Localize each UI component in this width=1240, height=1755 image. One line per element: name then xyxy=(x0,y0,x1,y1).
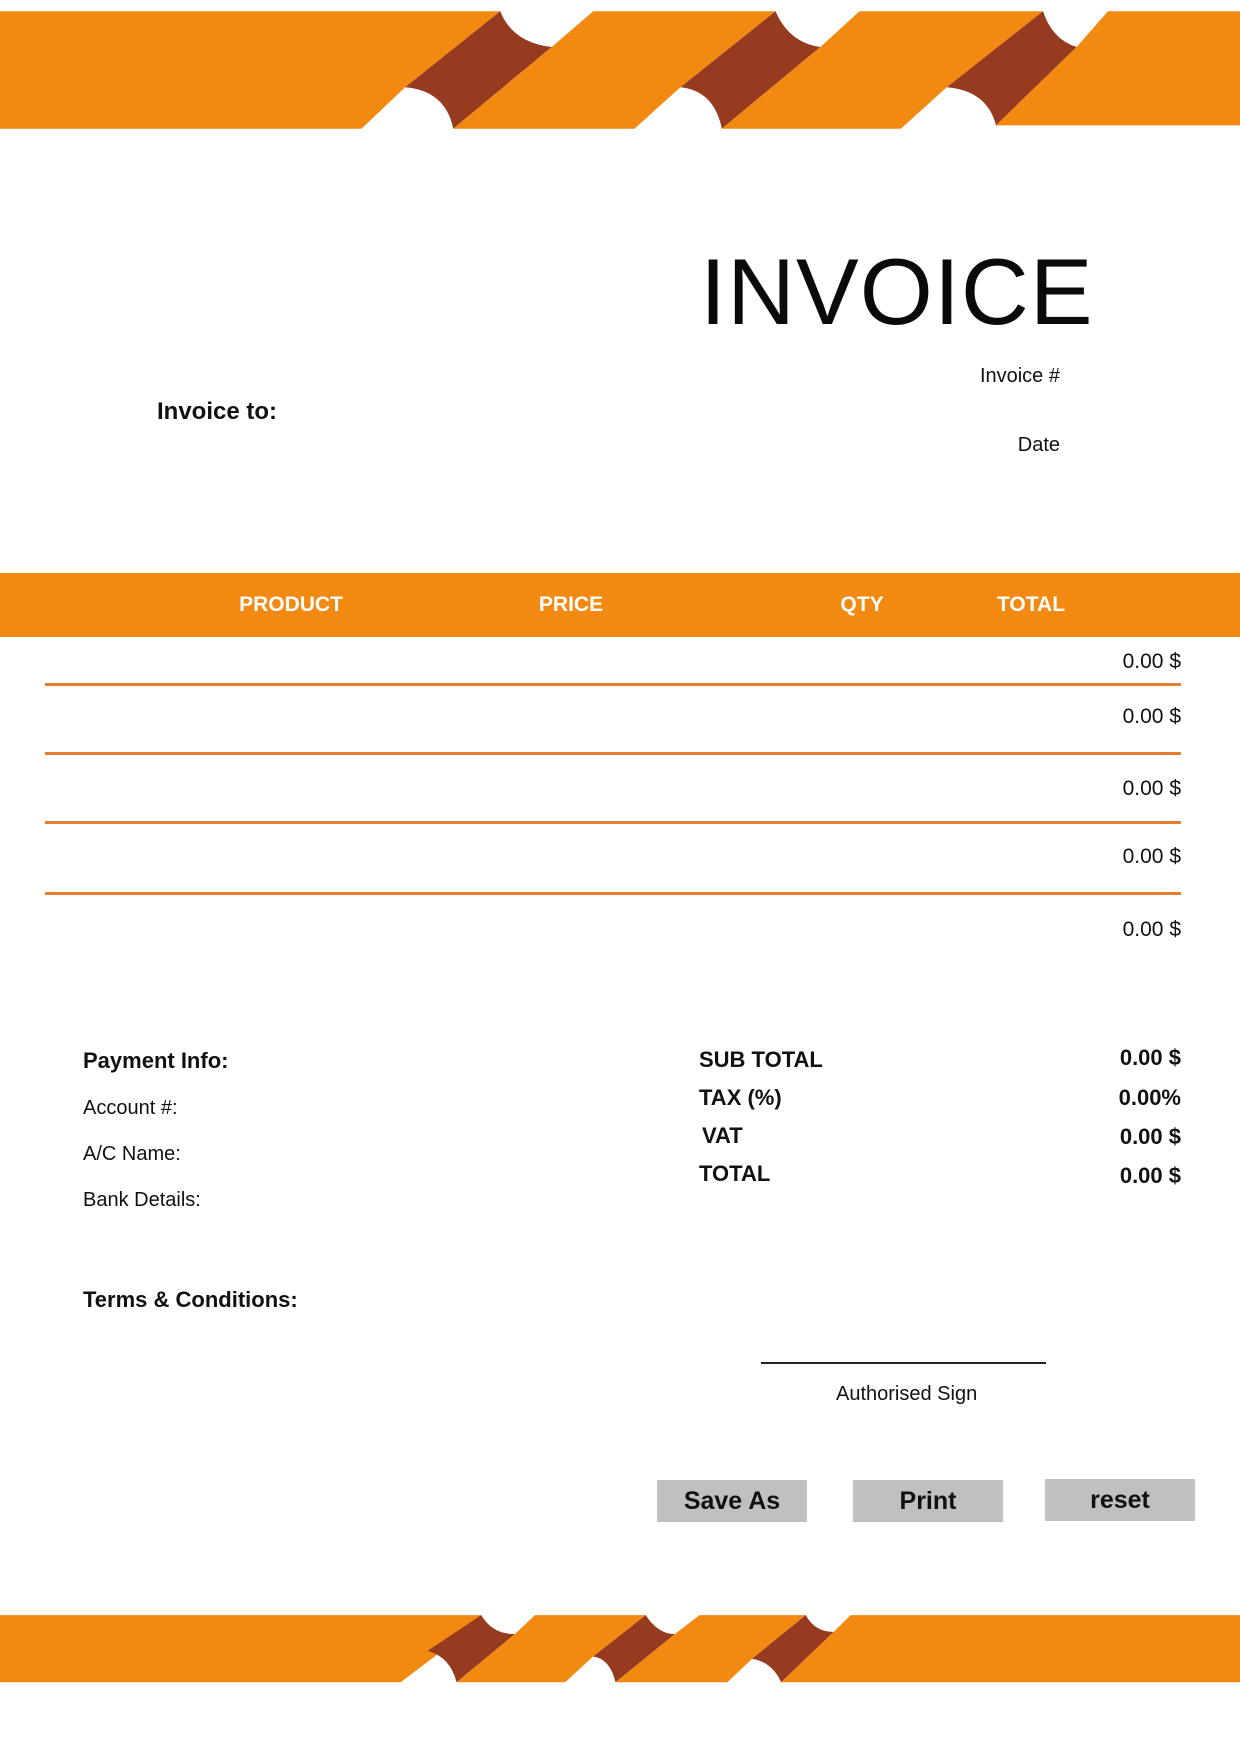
top-ribbon-decoration xyxy=(0,0,1240,250)
vat-label: VAT xyxy=(702,1123,743,1148)
total-label: TOTAL xyxy=(699,1161,771,1186)
column-total: TOTAL xyxy=(996,593,1066,616)
signature-line xyxy=(761,1362,1046,1364)
tax-label: TAX (%) xyxy=(699,1085,782,1110)
reset-button[interactable]: reset xyxy=(1045,1479,1195,1521)
row-total[interactable]: 0.00 $ xyxy=(1122,705,1181,728)
column-price: PRICE xyxy=(538,593,604,616)
signature-label: Authorised Sign xyxy=(836,1383,978,1405)
save-as-button[interactable]: Save As xyxy=(657,1480,807,1522)
tax-value[interactable]: 0.00% xyxy=(1118,1085,1181,1110)
bottom-ribbon-decoration xyxy=(0,1605,1240,1695)
date-label: Date xyxy=(1017,434,1060,456)
column-product: PRODUCT xyxy=(239,593,343,616)
row-total[interactable]: 0.00 $ xyxy=(1122,777,1181,800)
vat-value: 0.00 $ xyxy=(1119,1124,1181,1149)
row-divider xyxy=(45,683,1181,686)
column-qty: QTY xyxy=(840,593,884,616)
row-total[interactable]: 0.00 $ xyxy=(1122,918,1181,941)
account-name-label: A/C Name: xyxy=(83,1143,181,1165)
invoice-to-label: Invoice to: xyxy=(157,398,278,425)
bank-details-label: Bank Details: xyxy=(83,1189,201,1211)
total-value: 0.00 $ xyxy=(1119,1163,1181,1188)
invoice-number-label: Invoice # xyxy=(979,365,1060,387)
row-divider xyxy=(45,821,1181,824)
subtotal-value: 0.00 $ xyxy=(1119,1045,1181,1070)
row-divider xyxy=(45,752,1181,755)
terms-title: Terms & Conditions: xyxy=(83,1287,298,1312)
print-button[interactable]: Print xyxy=(853,1480,1003,1522)
row-divider xyxy=(45,892,1181,895)
row-total[interactable]: 0.00 $ xyxy=(1122,845,1181,868)
row-total[interactable]: 0.00 $ xyxy=(1122,650,1181,673)
account-number-label: Account #: xyxy=(83,1097,178,1119)
invoice-title: INVOICE xyxy=(700,239,1094,344)
table-header xyxy=(0,573,1240,637)
payment-info-title: Payment Info: xyxy=(83,1048,229,1073)
subtotal-label: SUB TOTAL xyxy=(699,1047,823,1072)
